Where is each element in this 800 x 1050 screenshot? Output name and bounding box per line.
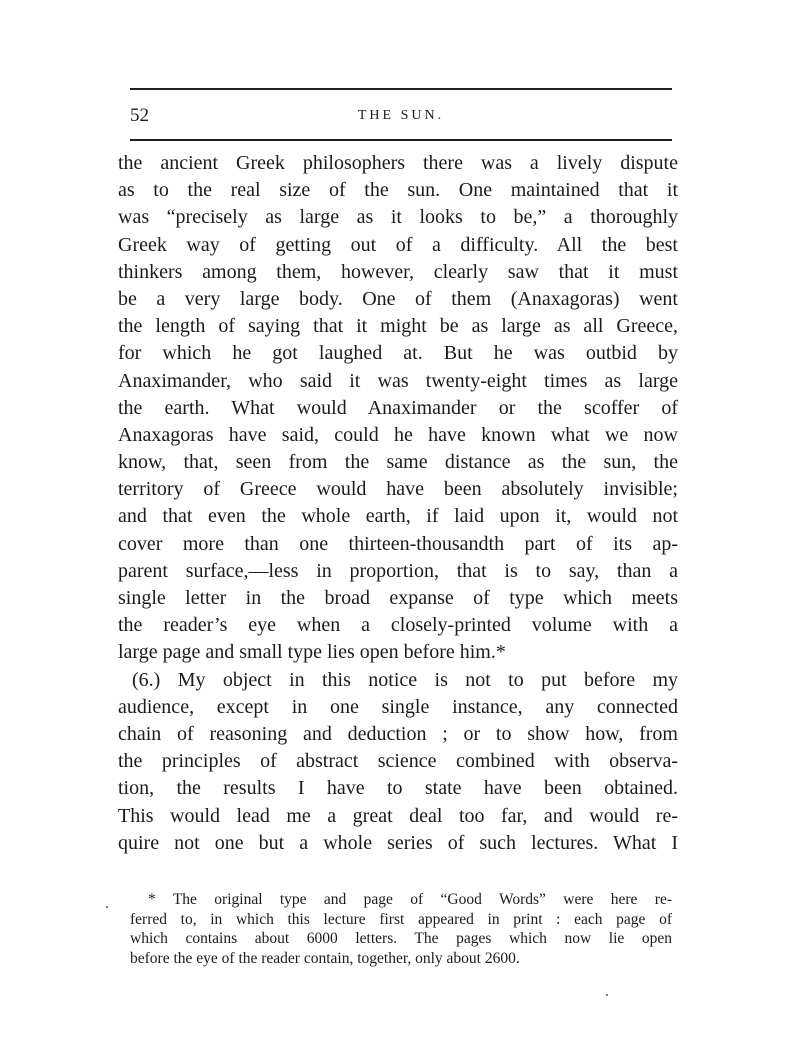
body-line: audience, except in one single instance, any connected xyxy=(118,695,678,718)
body-text xyxy=(118,150,678,857)
body-line: cover more than one thirteen-thousandth part of its ap- xyxy=(118,532,678,555)
footnote-line: before the eye of the reader contain, together, only about 2600. xyxy=(130,949,520,967)
body-line: Anaximander, who said it was twenty-eight times as large xyxy=(118,369,678,392)
body-line: tion, the results I have to state have been obtained. xyxy=(118,777,678,800)
body-line: was “precisely as large as it looks to be,” a thoroughly xyxy=(118,206,678,229)
running-head: THE SUN. xyxy=(357,108,445,123)
header-top-rule xyxy=(130,88,672,90)
page-header xyxy=(130,104,672,128)
body-line: for which he got laughed at. But he was outbid by xyxy=(118,342,678,365)
footnote-line: * The original type and page of “Good Words” were here re- xyxy=(148,891,672,908)
body-line: This would lead me a great deal too far, and would re- xyxy=(118,804,678,827)
body-line: large page and small type lies open before him.* xyxy=(118,641,506,664)
body-line: know, that, seen from the same distance as the sun, the xyxy=(118,451,678,474)
body-line: the length of saying that it might be as large as all Greece, xyxy=(118,315,678,338)
body-line: the reader’s eye when a closely-printed volume with a xyxy=(118,614,678,637)
page-number: 52 xyxy=(130,105,149,126)
ink-speck xyxy=(106,906,108,908)
footnote-line: ferred to, in which this lecture first appeared in print : each page of xyxy=(130,910,672,928)
footnote xyxy=(130,890,672,968)
body-line: and that even the whole earth, if laid upon it, would not xyxy=(118,505,678,528)
body-line: Anaxagoras have said, could he have known what we now xyxy=(118,423,678,446)
body-line: be a very large body. One of them (Anaxagoras) went xyxy=(118,287,678,310)
header-bottom-rule xyxy=(130,139,672,141)
body-line: as to the real size of the sun. One maintained that it xyxy=(118,179,678,202)
body-line: the principles of abstract science combined with observa- xyxy=(118,750,678,773)
body-line: the earth. What would Anaximander or the scoffer of xyxy=(118,396,678,419)
body-line: quire not one but a whole series of such lectures. What I xyxy=(118,831,678,854)
body-line: Greek way of getting out of a difficulty. All the best xyxy=(118,233,678,256)
body-line: the ancient Greek philosophers there was a lively dispute xyxy=(118,152,678,174)
body-line: thinkers among them, however, clearly saw that it must xyxy=(118,260,678,283)
ink-speck xyxy=(606,994,608,996)
body-line: single letter in the broad expanse of type which meets xyxy=(118,587,678,609)
footnote-line: which contains about 6000 letters. The pages which now lie open xyxy=(130,930,672,948)
body-line: territory of Greece would have been absolutely invisible; xyxy=(118,478,678,501)
body-line: chain of reasoning and deduction ; or to show how, from xyxy=(118,722,678,745)
body-line: parent surface,—less in proportion, that is to say, than a xyxy=(118,559,678,582)
paragraph-start-line: (6.) My object in this notice is not to put before my xyxy=(132,668,678,691)
